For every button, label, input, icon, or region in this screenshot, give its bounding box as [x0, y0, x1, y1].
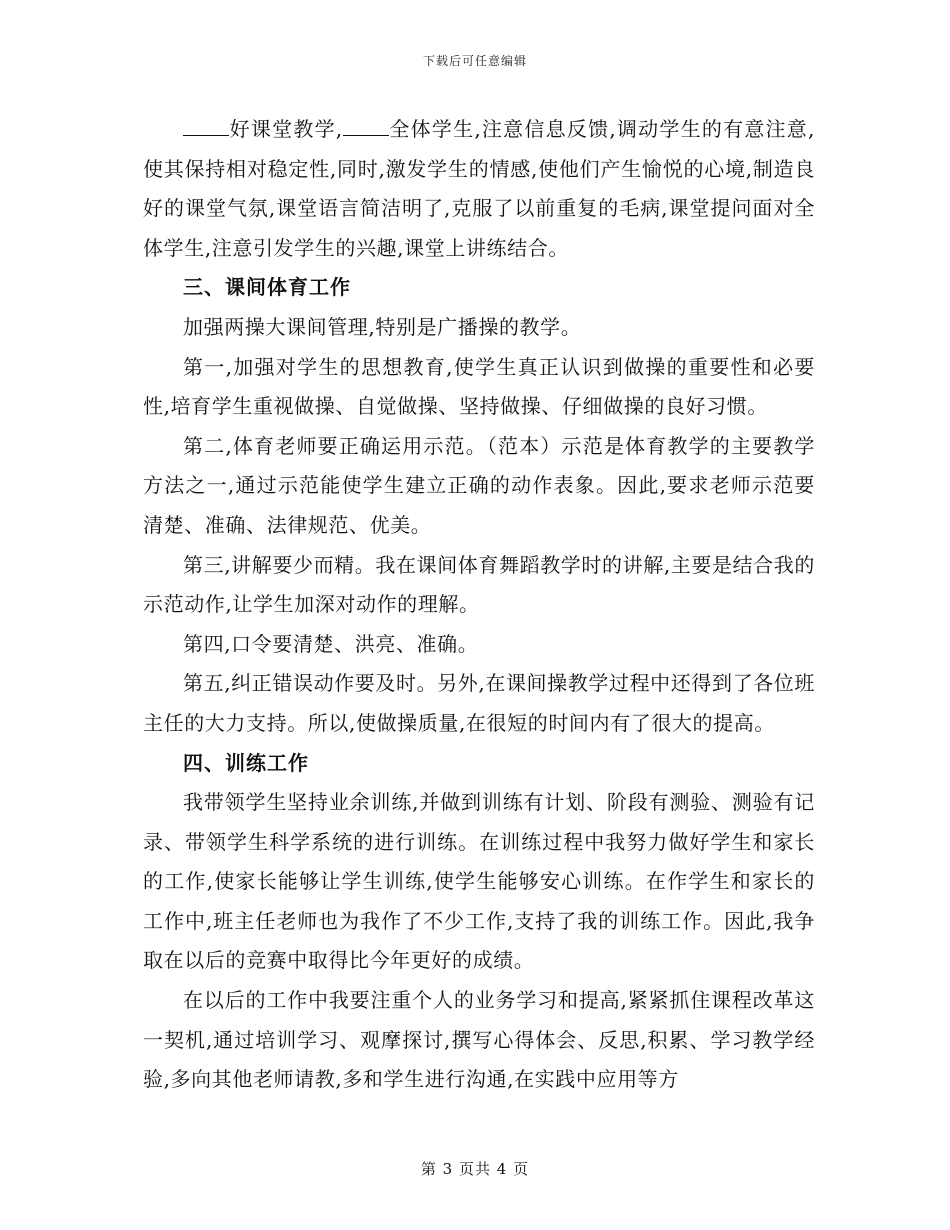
paragraph: 第二,体育老师要正确运用示范。（范本）示范是体育教学的主要教学方法之一,通过示范能使学生建立正确的动作表象。因此,要求老师示范要清楚、准确、法律规范、优美。 — [143, 433, 815, 537]
paragraph: 我带领学生坚持业余训练,并做到训练有计划、阶段有测验、测验有记录、带领学生科学系统的进行训练。在训练过程中我努力做好学生和家长的工作,使家长能够让学生训练,使学生能够安心训练。在作学生和家长的工作中,班主任老师也为我作了不少工作,支持了我的训练工作。因此,我争取在以后的竞赛中取得比今年更好的成绩。 — [143, 790, 815, 973]
paragraph: 加强两操大课间管理,特别是广播操的教学。 — [183, 314, 582, 339]
paragraph: 在以后的工作中我要注重个人的业务学习和提高,紧紧抓住课程改革这一契机,通过培训学习、观摩探讨,撰写心得体会、反思,积累、学习教学经验,多向其他老师请教,多和学生进行沟通,在实践中应用等方 — [143, 988, 815, 1092]
page-header: 下载后可任意编辑 — [422, 54, 527, 68]
section-heading: 三、课间体育工作 — [183, 275, 351, 300]
paragraph-text: 好课堂教学, — [229, 117, 343, 141]
document-body — [143, 110, 815, 1100]
fill-blank — [343, 115, 389, 136]
page-number: 第 3 页共 4 页 — [420, 1160, 530, 1178]
paragraph: 第三,讲解要少而精。我在课间体育舞蹈教学时的讲解,主要是结合我的示范动作,让学生加深对动作的理解。 — [143, 552, 815, 617]
section-heading: 四、训练工作 — [183, 750, 309, 775]
paragraph-classroom-teaching — [143, 110, 815, 268]
paragraph: 第四,口令要清楚、洪亮、准确。 — [183, 631, 479, 656]
paragraph: 第五,纠正错误动作要及时。另外,在课间操教学过程中还得到了各位班主任的大力支持。所以,使做操质量,在很短的时间内有了很大的提高。 — [143, 671, 815, 735]
fill-blank — [183, 115, 229, 136]
paragraph-text: 全体学生,注意信息反馈,调动学生的有意注意,使其保持相对稳定性,同时,激发学生的情感,使他们产生愉悦的心境,制造良好的课堂气氛,课堂语言简洁明了,克服了以前重复的毛病,课堂提问面对全体学生,注意引发学生的兴趣,课堂上讲练结合。 — [143, 117, 815, 260]
paragraph: 第一,加强对学生的思想教育,使学生真正认识到做操的重要性和必要性,培育学生重视做操、自觉做操、坚持做操、仔细做操的良好习惯。 — [143, 354, 815, 419]
